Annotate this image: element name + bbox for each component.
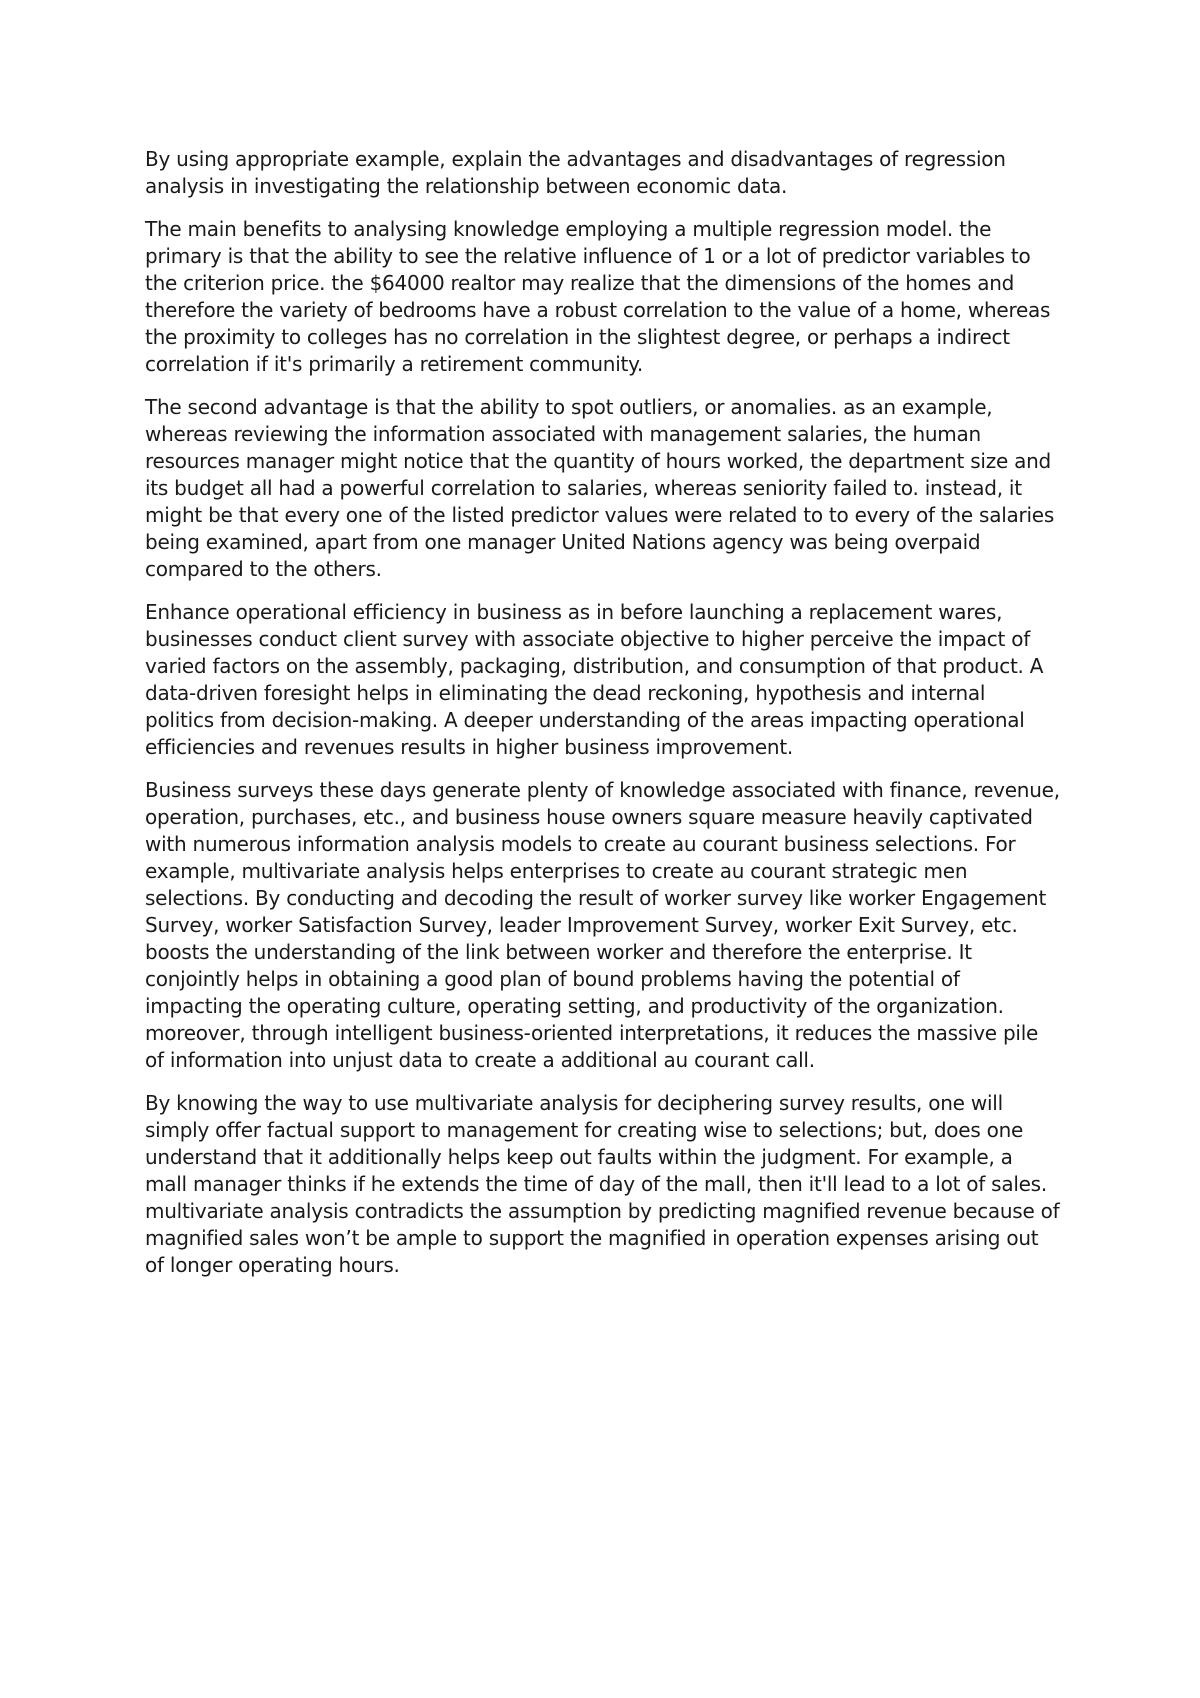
body-paragraph-surveys: Business surveys these days generate plenty of knowledge associated with finance, revenue, operation, purchases, etc., and business house owners square measure heavily captivated with numerous information analysis models to create au courant business selections. For example, multivariate analysis helps enterprises to create au courant strategic men selections. By conducting and decoding the result of worker survey like worker Engagement Survey, worker Satisfaction Survey, leader Improvement Survey, worker Exit Survey, etc. boosts the understanding of the link between worker and therefore the enterprise. It conjointly helps in obtaining a good plan of bound problems having the potential of impacting the operating culture, operating setting, and productivity of the organization. moreover, through intelligent business-oriented interpretations, it reduces the massive pile of information into unjust data to create a additional au courant call.: [145, 778, 1060, 1072]
body-paragraph-judgment: By knowing the way to use multivariate analysis for deciphering survey results, one will simply offer factual support to management for creating wise to selections; but, does one understand that it additionally helps keep out faults within the judgment. For example, a mall manager thinks if he extends the time of day of the mall, then it'll lead to a lot of sales. multivariate analysis contradicts the assumption by predicting magnified revenue because of magnified sales won’t be ample to support the magnified in operation expenses arising out of longer operating hours.: [145, 1091, 1060, 1277]
body-paragraph-benefits: The main benefits to analysing knowledge employing a multiple regression model. the primary is that the ability to see the relative influence of 1 or a lot of predictor variables to the criterion price. the $64000 realtor may realize that the dimensions of the homes and therefore the variety of bedrooms have a robust correlation to the value of a home, whereas the proximity to colleges has no correlation in the slightest degree, or perhaps a indirect correlation if it's primarily a retirement community.: [145, 217, 1051, 376]
document-body: [145, 146, 1075, 1295]
body-paragraph-efficiency: Enhance operational efficiency in business as in before launching a replacement wares, businesses conduct client survey with associate objective to higher perceive the impact of varied factors on the assembly, packaging, distribution, and consumption of that product. A data-driven foresight helps in eliminating the dead reckoning, hypothesis and internal politics from decision-making. A deeper understanding of the areas impacting operational efficiencies and revenues results in higher business improvement.: [145, 600, 1044, 759]
body-paragraph-outliers: The second advantage is that the ability to spot outliers, or anomalies. as an example, whereas reviewing the information associated with management salaries, the human resources manager might notice that the quantity of hours worked, the department size and its budget all had a powerful correlation to salaries, whereas seniority failed to. instead, it might be that every one of the listed predictor values were related to to every of the salaries being examined, apart from one manager United Nations agency was being overpaid compared to the others.: [145, 395, 1055, 581]
question-paragraph: By using appropriate example, explain the advantages and disadvantages of regression analysis in investigating the relationship between economic data.: [145, 147, 1006, 198]
